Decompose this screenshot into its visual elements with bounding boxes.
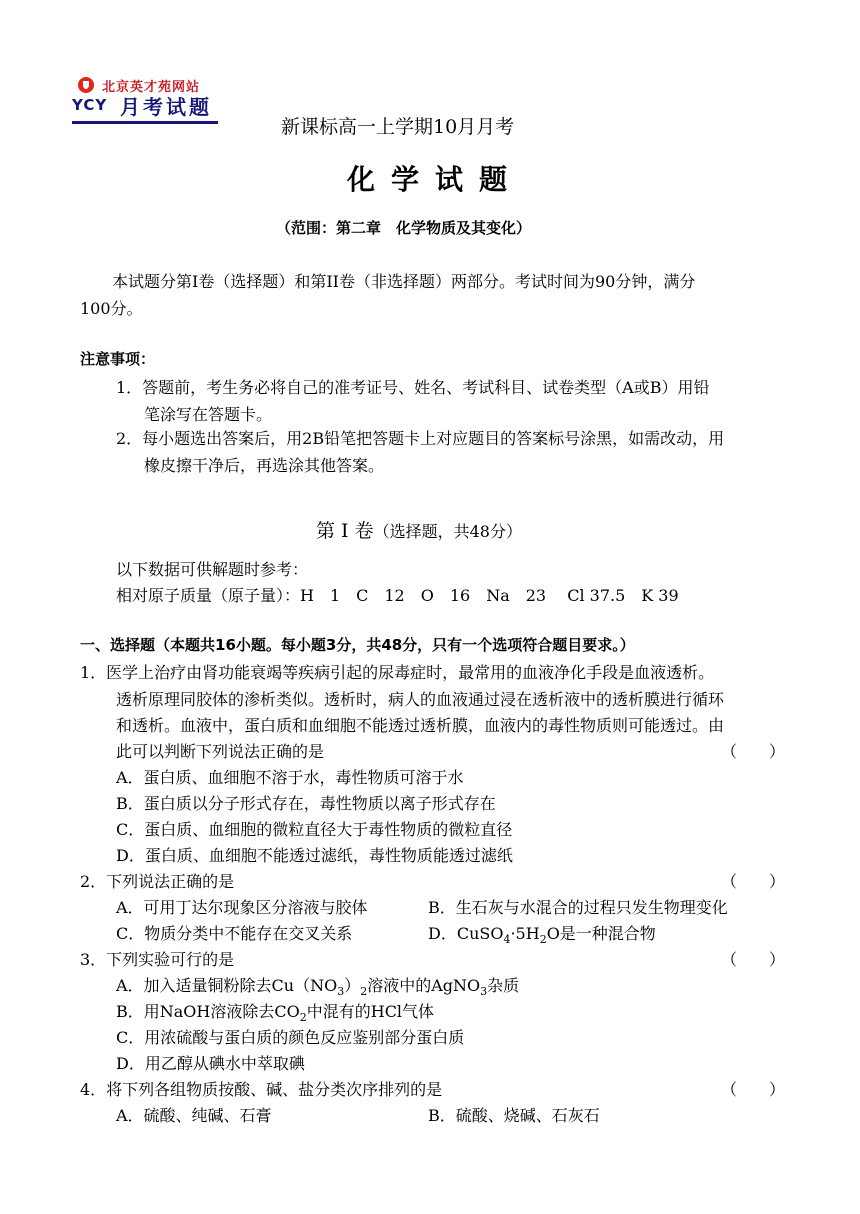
q1-option-a: A．蛋白质、血细胞不溶于水，毒性物质可溶于水 <box>116 768 464 787</box>
q4-answer-paren: （ ） <box>721 1080 786 1099</box>
q2-option-d <box>428 921 656 944</box>
q2-d-sub: 4 <box>503 933 511 946</box>
q3-a-text: 溶液中的AgNO <box>367 976 481 995</box>
q3-a-sub: 3 <box>480 985 488 998</box>
q4-stem: 4．将下列各组物质按酸、碱、盐分类次序排列的是 <box>80 1080 443 1099</box>
exam-range: （范围：第二章 化学物质及其变化） <box>276 219 532 237</box>
q3-b-text: B．用NaOH溶液除去CO <box>116 1002 300 1021</box>
volume-1-desc: （选择题，共48分） <box>373 522 522 541</box>
q3-a-sub: 2 <box>360 985 368 998</box>
q1-answer-paren: （ ） <box>721 742 786 761</box>
q1-option-d: D．蛋白质、血细胞不能透过滤纸，毒性物质能透过滤纸 <box>116 846 513 865</box>
note-1-line-1: 1．答题前，考生务必将自己的准考证号、姓名、考试科目、试卷类型（A或B）用铅 <box>116 378 710 397</box>
logo-label: 月考试题 <box>120 95 212 119</box>
logo-site-name: 北京英才苑网站 <box>102 80 201 95</box>
volume-1-label: 第 Ⅰ 卷 <box>316 520 374 542</box>
q2-stem: 2．下列说法正确的是 <box>80 872 235 891</box>
note-1-line-2: 笔涂写在答题卡。 <box>144 405 273 424</box>
q2-d-text: D．CuSO <box>428 924 504 943</box>
site-logo <box>72 76 218 126</box>
q3-answer-paren: （ ） <box>721 950 786 969</box>
note-2-line-1: 2．每小题选出答案后，用2B铅笔把答题卡上对应题目的答案标号涂黑，如需改动，用 <box>116 429 725 448</box>
logo-underline <box>72 121 218 124</box>
q2-option-c: C．物质分类中不能存在交叉关系 <box>116 924 353 943</box>
q1-line-3: 和透析。血液中，蛋白质和血细胞不能透过透析膜，血液内的毒性物质则可能透过。由 <box>116 716 725 735</box>
note-2-line-2: 橡皮擦干净后，再选涂其他答案。 <box>144 456 385 475</box>
exam-subtitle: 新课标高一上学期10月月考 <box>281 116 515 138</box>
q3-a-text: A．加入适量铜粉除去Cu（NO <box>116 976 338 995</box>
q3-a-text: 杂质 <box>487 976 520 995</box>
q3-a-sub: 3 <box>337 985 345 998</box>
notes-heading: 注意事项： <box>80 350 156 368</box>
q3-option-a <box>116 973 519 996</box>
q1-option-b: B．蛋白质以分子形式存在，毒性物质以离子形式存在 <box>116 794 496 813</box>
q2-option-b: B．生石灰与水混合的过程只发生物理变化 <box>428 898 728 917</box>
q1-line-2: 透析原理同胶体的渗析类似。透析时，病人的血液通过浸在透析液中的透析膜进行循环 <box>116 690 725 709</box>
volume-1-heading <box>316 516 522 543</box>
q3-option-c: C．用浓硫酸与蛋白质的颜色反应鉴别部分蛋白质 <box>116 1028 465 1047</box>
q3-b-text: 中混有的HCl气体 <box>306 1002 435 1021</box>
q3-option-d: D．用乙醇从碘水中萃取碘 <box>116 1054 305 1073</box>
atomic-mass-line: 相对原子质量（原子量）：H 1 C 12 O 16 Na 23 Cl 37.5 K 39 <box>116 586 679 605</box>
q3-stem: 3．下列实验可行的是 <box>80 950 235 969</box>
logo-ycy: YCY <box>72 96 108 114</box>
q2-answer-paren: （ ） <box>721 872 786 891</box>
q1-option-c: C．蛋白质、血细胞的微粒直径大于毒性物质的微粒直径 <box>116 820 513 839</box>
q4-option-b: B．硫酸、烧碱、石灰石 <box>428 1106 600 1125</box>
q3-option-b <box>116 999 434 1022</box>
intro-line-2: 100分。 <box>80 299 143 318</box>
q3-b-sub: 2 <box>299 1011 307 1024</box>
reference-line: 以下数据可供解题时参考： <box>116 560 309 579</box>
section-1-heading: 一、选择题（本题共16小题。每小题3分，共48分，只有一个选项符合题目要求。） <box>80 636 635 654</box>
q1-line-1: 1．医学上治疗由肾功能衰竭等疾病引起的尿毒症时，最常用的血液净化手段是血液透析。 <box>80 663 715 682</box>
q2-d-text: O是一种混合物 <box>546 924 656 943</box>
q2-d-text: ·5H <box>510 924 540 943</box>
q2-d-sub: 2 <box>539 933 547 946</box>
q4-option-a: A．硫酸、纯碱、石膏 <box>116 1106 272 1125</box>
exam-title: 化学试题 <box>347 163 524 196</box>
intro-line-1: 本试题分第I卷（选择题）和第II卷（非选择题）两部分。考试时间为90分钟，满分 <box>112 272 696 291</box>
q1-line-4: 此可以判断下列说法正确的是 <box>116 742 325 761</box>
q2-option-a: A．可用丁达尔现象区分溶液与胶体 <box>116 898 368 917</box>
q3-a-text: ） <box>344 976 361 995</box>
logo-mark-icon <box>78 77 94 93</box>
